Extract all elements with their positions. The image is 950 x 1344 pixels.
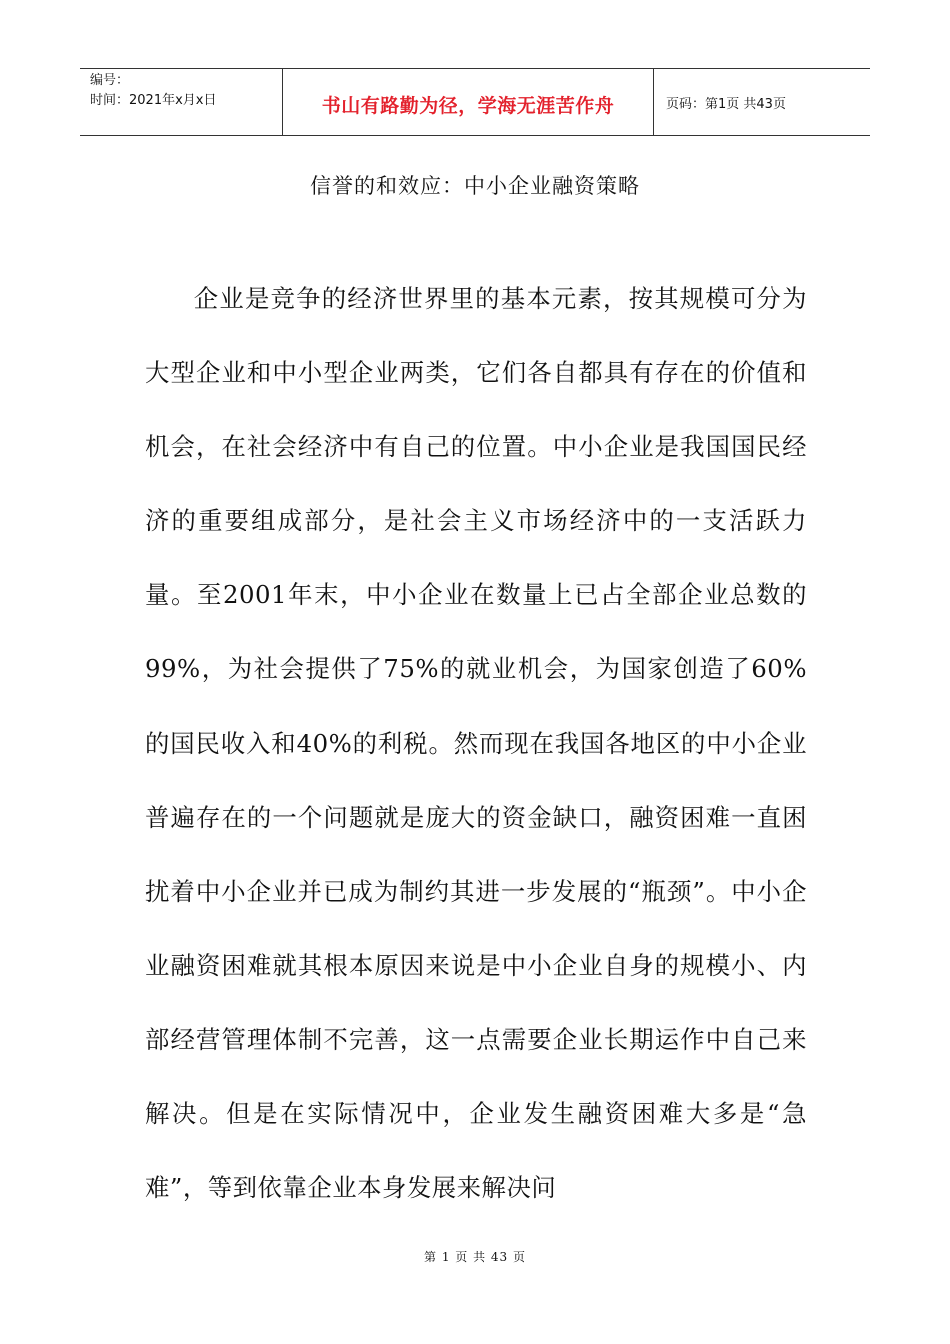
- document-title: 信誉的和效应：中小企业融资策略: [310, 174, 640, 198]
- number-label: 编号：: [90, 73, 130, 88]
- page-footer: 第 1 页 共 43 页: [424, 1250, 526, 1264]
- page-info: 页码：第1页 共43页: [666, 96, 786, 112]
- header-motto-cell: [282, 69, 654, 135]
- motto-text: 书山有路勤为径，学海无涯苦作舟: [321, 94, 615, 117]
- header-page-cell: [654, 69, 870, 135]
- header-meta-cell: [80, 69, 282, 135]
- body-paragraph: 企业是竞争的经济世界里的基本元素，按其规模可分为大型企业和中小型企业两类，它们各自都具有存在的价值和机会，在社会经济中有自己的位置。中小企业是我国国民经济的重要组成部分，是社会主义市场经济中的一支活跃力量。至2001年末，中小企业在数量上已占全部企业总数的99%，为社会提供了75%的就业机会，为国家创造了60%的国民收入和40%的利税。然而现在我国各地区的中小企业普遍存在的一个问题就是庞大的资金缺口，融资困难一直困扰着中小企业并已成为制约其进一步发展的“瓶颈”。中小企业融资困难就其根本原因来说是中小企业自身的规模小、内部经营管理体制不完善，这一点需要企业长期运作中自己来解决。但是在实际情况中，企业发生融资困难大多是“急难”，等到依靠企业本身发展来解决问: [145, 284, 807, 1203]
- header-table: [80, 68, 870, 136]
- date-label: 时间：2021年x月x日: [90, 93, 217, 108]
